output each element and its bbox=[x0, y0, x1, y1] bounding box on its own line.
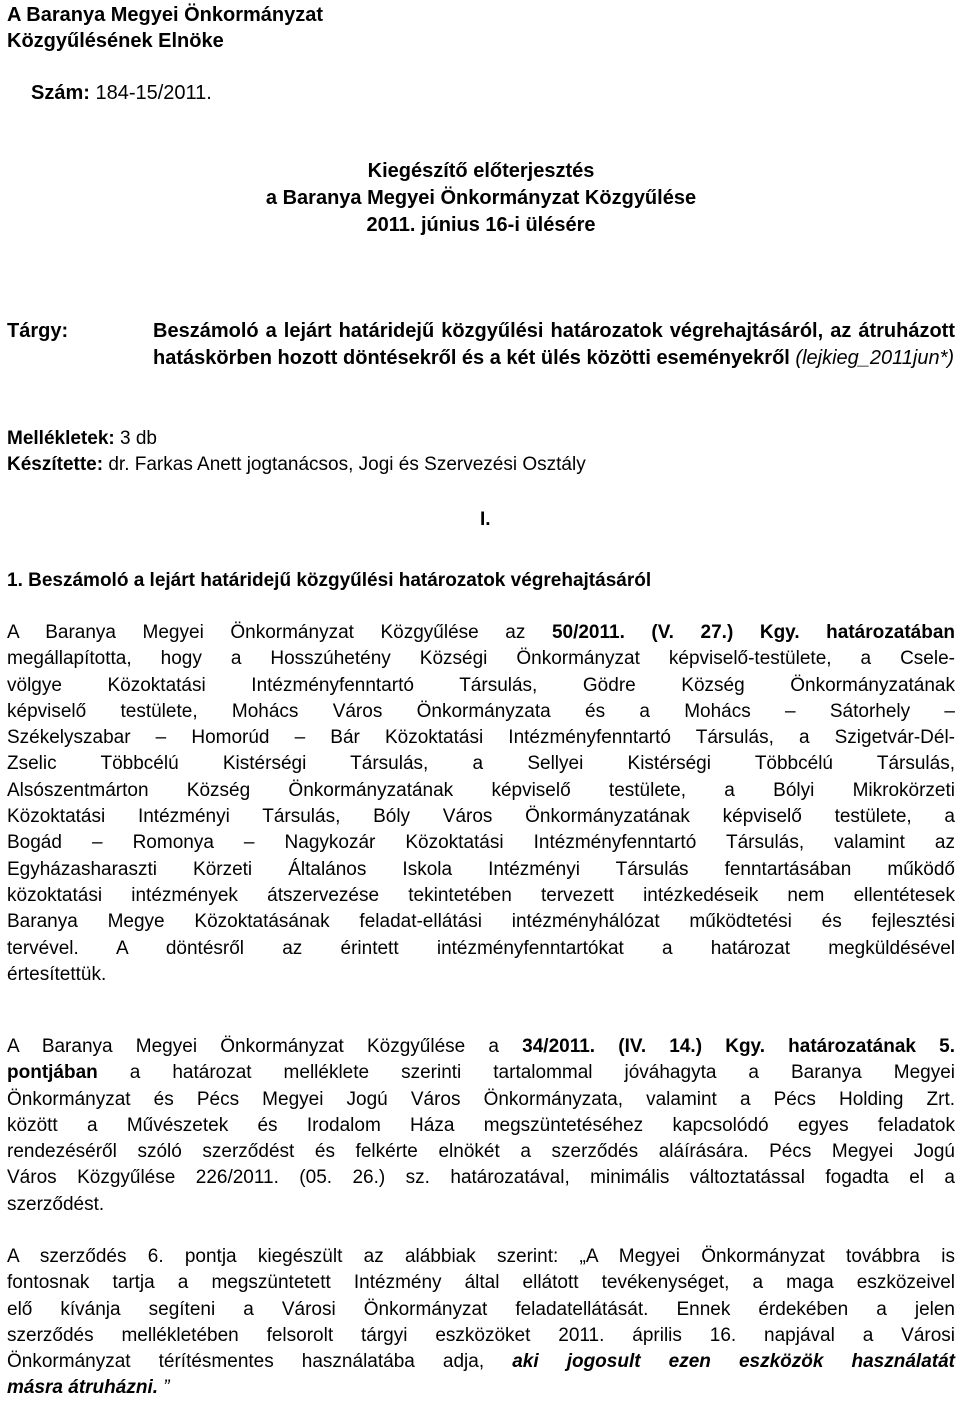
paragraph-line: Alsószentmárton Község Önkormányzatának képviselő testülete, a Bólyi Mikrokörzeti bbox=[7, 779, 955, 801]
paragraph-line: megállapította, hogy a Hosszúhetény Községi Önkormányzat képviselő-testülete, a Csele- bbox=[7, 648, 955, 670]
paragraph-line: elő kívánja segíteni a Városi Önkormányzat feladatellátását. Ennek érdekében a jelen bbox=[7, 1298, 955, 1320]
title-line: Kiegészítő előterjesztés bbox=[367, 160, 595, 182]
document-title bbox=[7, 158, 955, 239]
paragraph-line bbox=[7, 1034, 955, 1060]
paragraph-line bbox=[7, 1060, 955, 1086]
paragraph-line: értesítettük. bbox=[7, 963, 107, 985]
attachments-label: Mellékletek: bbox=[7, 428, 115, 449]
paragraph bbox=[7, 620, 955, 988]
emphasized-text: másra átruházni. bbox=[7, 1377, 158, 1399]
title-line: a Baranya Megyei Önkormányzat Közgyűlése bbox=[265, 187, 697, 209]
paragraph-line bbox=[7, 1375, 955, 1401]
paragraph-line: Város Közgyűlése 226/2011. (05. 26.) sz. határozatával, minimális változtatással fogadta el a bbox=[7, 1167, 955, 1189]
paragraph-line: Önkormányzat és Pécs Megyei Jogú Város Önkormányzata, valamint a Pécs Holding Zrt. bbox=[7, 1088, 955, 1110]
issuer-line: Közgyűlésének Elnöke bbox=[7, 30, 224, 52]
attachments-line bbox=[7, 426, 586, 452]
reference-value: 184-15/2011. bbox=[95, 82, 212, 104]
paragraph-line: tervével. A döntésről az érintett intézményfenntartókat a határozat megküldésével bbox=[7, 937, 955, 959]
paragraph-line: Zselic Többcélú Kistérségi Társulás, a Sellyei Kistérségi Többcélú Társulás, bbox=[7, 753, 955, 775]
paragraph-line: Baranya Megye Közoktatásának feladat-ellátási intézményhálózat működtetési és fejlesztési bbox=[7, 911, 955, 933]
paragraph-line: között a Művészetek és Irodalom Háza megszüntetéséhez kapcsolódó egyes feladatok bbox=[7, 1114, 955, 1136]
section-number: I. bbox=[480, 509, 491, 530]
closing-quote: ” bbox=[158, 1377, 170, 1399]
resolution-reference: pontjában bbox=[7, 1062, 98, 1084]
paragraph bbox=[7, 1034, 955, 1218]
resolution-reference: 34/2011. (IV. 14.) Kgy. határozatának 5. bbox=[522, 1036, 955, 1057]
paragraph-line: rendezéséről szóló szerződést és felkérte elnökét a szerződés aláírására. Pécs Megyei Jogú bbox=[7, 1141, 955, 1163]
paragraph-text: A Baranya Megyei Önkormányzat Közgyűlése a bbox=[7, 1036, 499, 1057]
reference-label: Szám: bbox=[31, 82, 90, 104]
author-line bbox=[7, 452, 586, 478]
paragraph-text: a határozat melléklete szerinti tartalommal jóváhagyta a Baranya Megyei bbox=[129, 1062, 955, 1084]
issuer-line: A Baranya Megyei Önkormányzat bbox=[7, 4, 324, 26]
reference-number bbox=[31, 80, 212, 106]
paragraph-line bbox=[7, 1349, 955, 1375]
paragraph-line: völgye Közoktatási Intézményfenntartó Társulás, Gödre Község Önkormányzatának bbox=[7, 674, 955, 696]
subject-text bbox=[153, 318, 955, 372]
paragraph bbox=[7, 1244, 955, 1402]
paragraph-line: A szerződés 6. pontja kiegészült az alábbiak szerint: „A Megyei Önkormányzat továbbra is bbox=[7, 1246, 955, 1267]
paragraph-line: Bogád – Romonya – Nagykozár Közoktatási Intézményfenntartó Társulás, valamint az bbox=[7, 832, 955, 854]
paragraph-line: Székelyszabar – Homorúd – Bár Közoktatási Intézményfenntartó Társulás, a Szigetvár-Dél- bbox=[7, 727, 955, 749]
title-line: 2011. június 16-i ülésére bbox=[366, 214, 596, 236]
attachments-value: 3 db bbox=[120, 428, 157, 449]
subject-label: Tárgy: bbox=[7, 320, 69, 342]
resolution-reference: 50/2011. (V. 27.) Kgy. határozatában bbox=[551, 622, 955, 643]
paragraph-line: fontosnak tartja a megszüntetett Intézmény által ellátott tevékenységet, a maga eszközeivel bbox=[7, 1272, 955, 1294]
paragraph-line: képviselő testülete, Mohács Város Önkormányzata és a Mohács – Sátorhely – bbox=[7, 700, 955, 722]
paragraph-line: Közoktatási Intézményi Társulás, Bóly Város Önkormányzatának képviselő testülete, a bbox=[7, 806, 955, 828]
author-value: dr. Farkas Anett jogtanácsos, Jogi és Szervezési Osztály bbox=[108, 454, 586, 475]
paragraph-text: Önkormányzat térítésmentes használatába adja, bbox=[7, 1351, 485, 1373]
issuer-block bbox=[7, 2, 323, 54]
paragraph-line: közoktatási intézmények átszervezése tekintetében tervezett intézkedéseik nem ellentétesek bbox=[7, 884, 955, 906]
subject-body: Beszámoló a lejárt határidejű közgyűlési határozatok végrehajtásáról, az átruházott hatáskörben hozott döntésekről és a két ülés közötti eseményekről bbox=[153, 320, 955, 369]
paragraph-line: Egyházasharaszti Körzeti Általános Iskola Intézményi Társulás fenntartásában működő bbox=[7, 858, 955, 880]
paragraph-text: A Baranya Megyei Önkormányzat Közgyűlése az bbox=[7, 622, 526, 643]
section-heading: 1. Beszámoló a lejárt határidejű közgyűlési határozatok végrehajtásáról bbox=[7, 570, 652, 591]
meta-block bbox=[7, 426, 586, 478]
paragraph-line: szerződés mellékletében felsorolt tárgyi eszközöket 2011. április 16. napjával a Városi bbox=[7, 1324, 955, 1346]
author-label: Készítette: bbox=[7, 454, 104, 475]
paragraph-line bbox=[7, 620, 955, 646]
subject-code: (lejkieg_2011jun*) bbox=[795, 347, 955, 369]
paragraph-line: szerződést. bbox=[7, 1193, 105, 1215]
emphasized-text: aki jogosult ezen eszközök használatát bbox=[512, 1351, 955, 1373]
